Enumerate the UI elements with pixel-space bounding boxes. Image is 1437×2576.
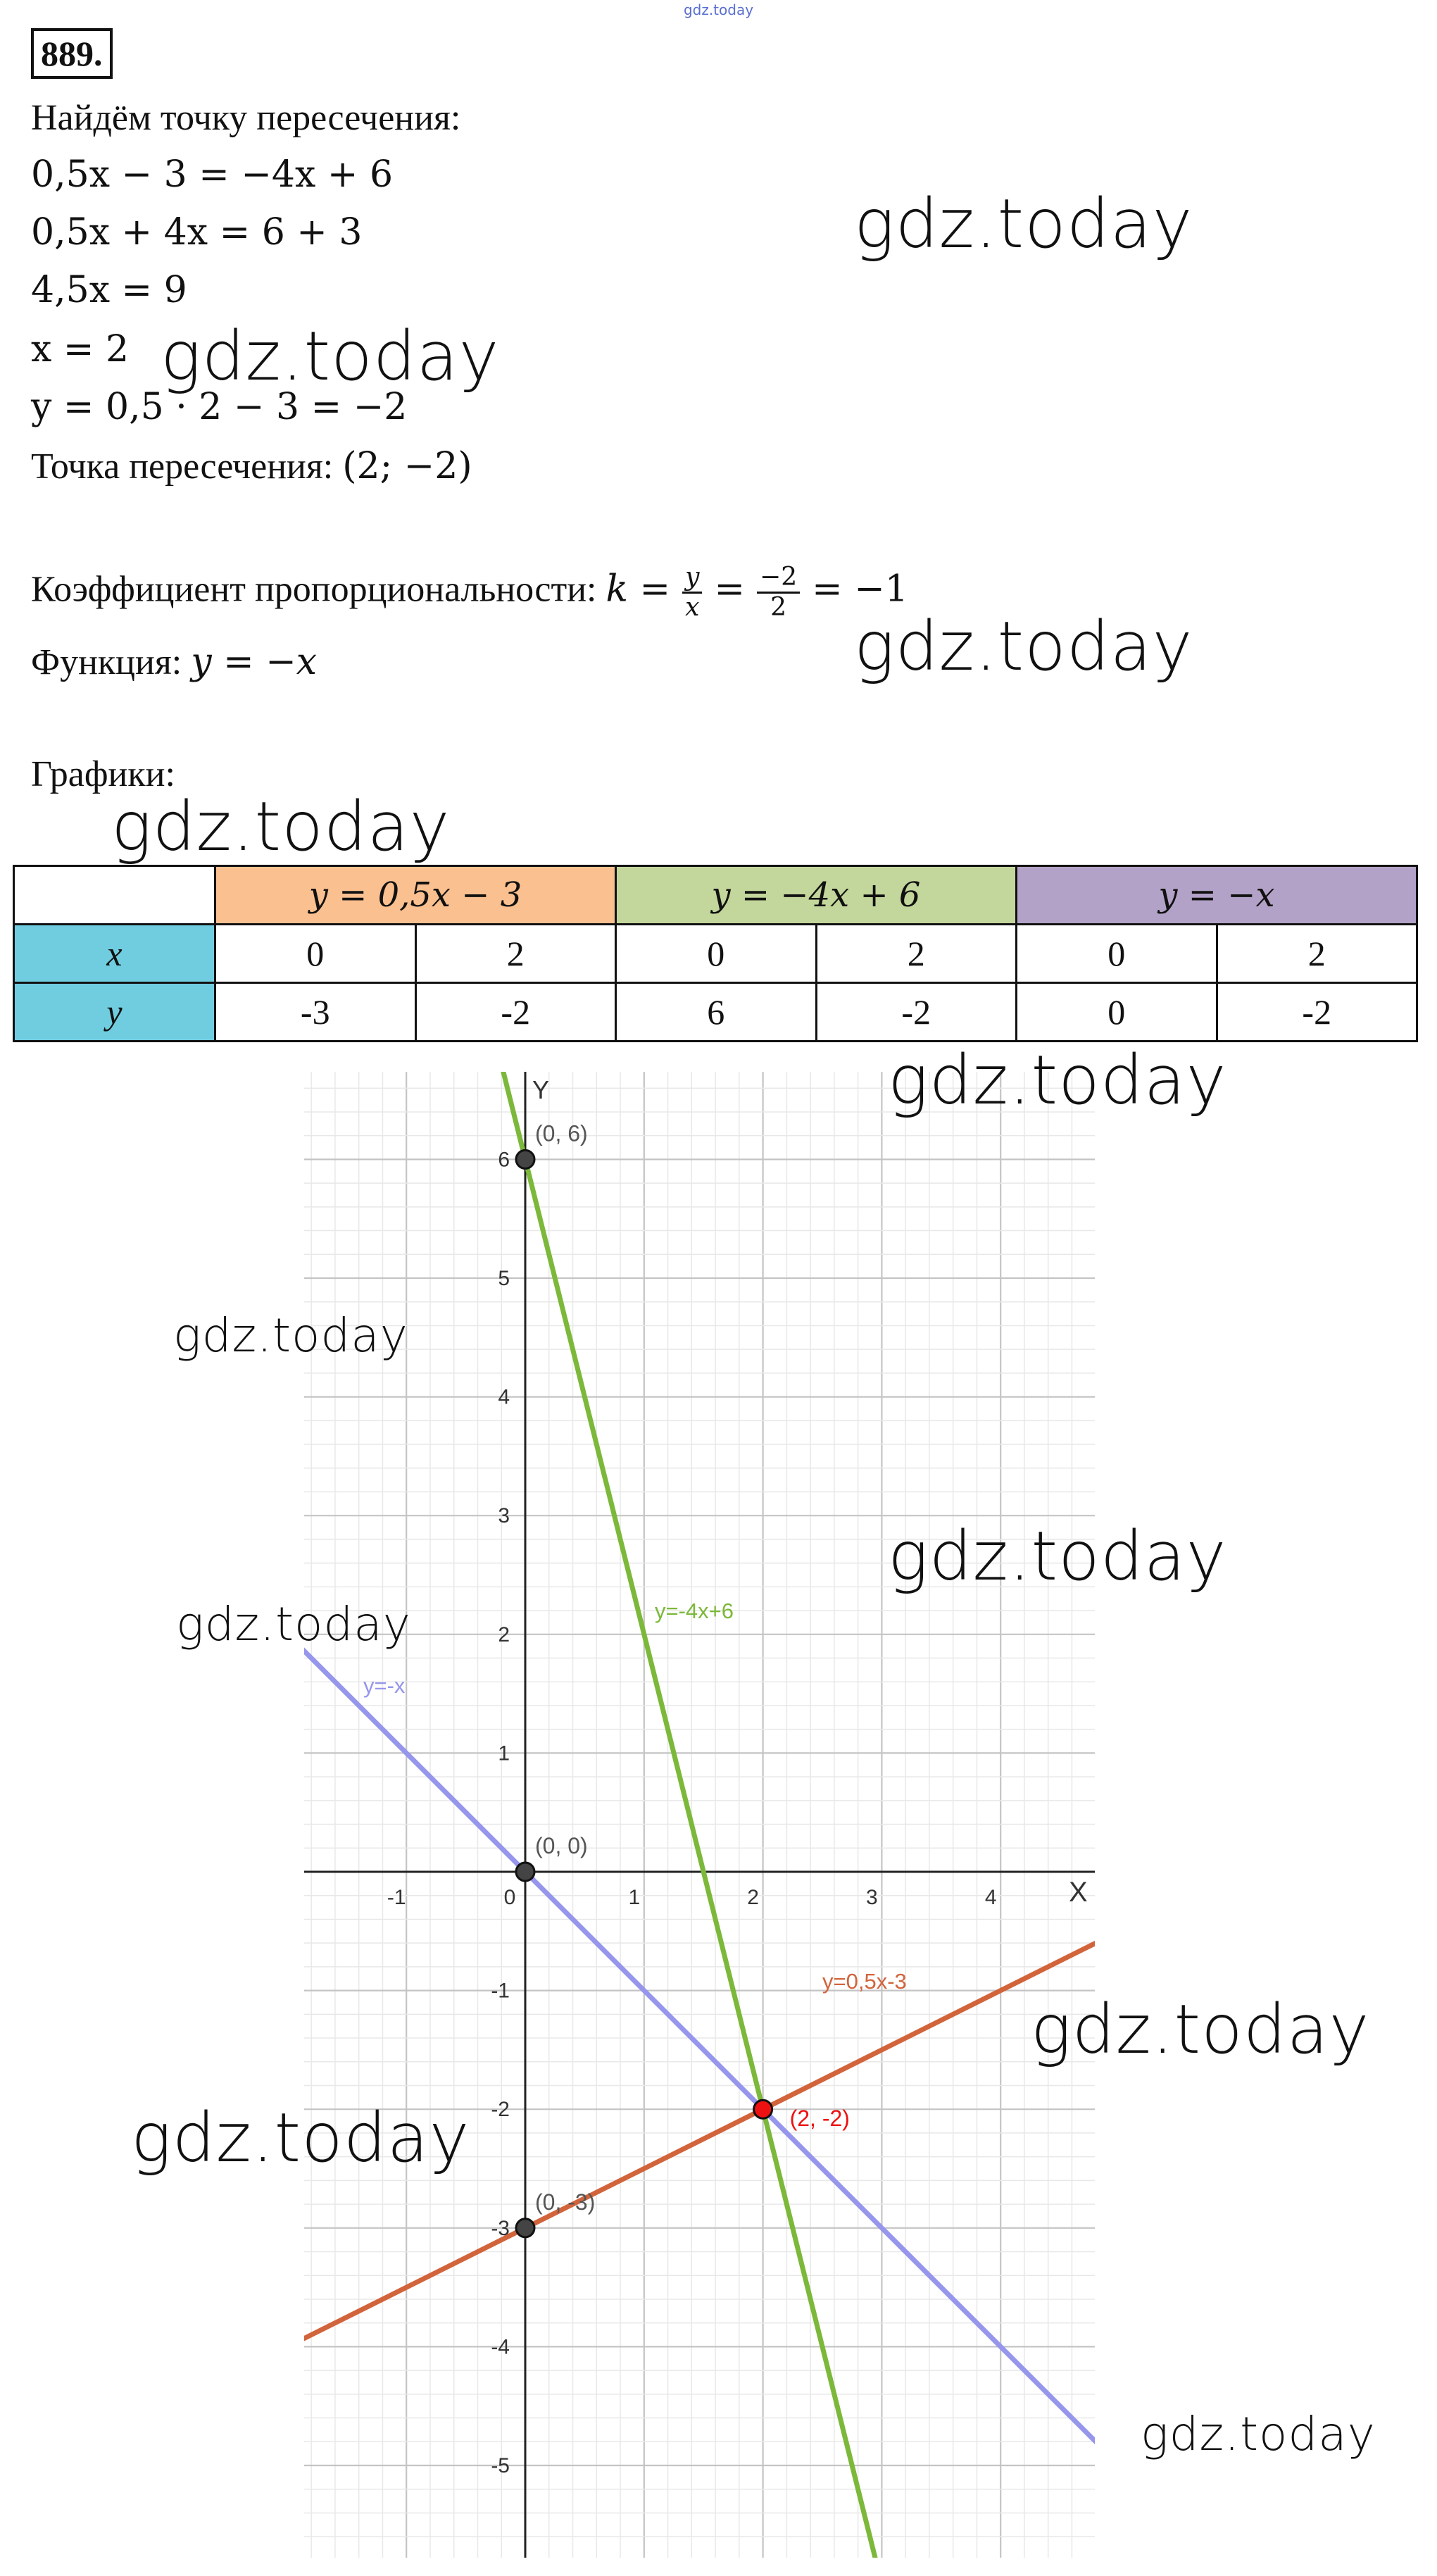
watermark: gdz.today xyxy=(131,2099,470,2177)
y-tick-label: -1 xyxy=(491,1979,510,2003)
graphs-label: Графики: xyxy=(31,754,175,794)
watermark: gdz.today xyxy=(854,607,1193,686)
header-mark: gdz.today xyxy=(683,1,754,18)
x-tick-label: 0 xyxy=(503,1886,516,1909)
watermark: gdz.today xyxy=(176,1597,411,1651)
coefficient-result: = −1 xyxy=(812,568,908,611)
table-cell: 0 xyxy=(616,925,817,983)
y-tick-label: -5 xyxy=(491,2454,510,2477)
watermark: gdz.today xyxy=(854,185,1193,263)
coefficient-k: k = xyxy=(605,568,671,611)
table-cell: -2 xyxy=(1217,983,1417,1042)
fraction-numerator-value: −2 xyxy=(757,563,800,594)
equals-sign: = xyxy=(714,568,746,611)
watermark: gdz.today xyxy=(1141,2407,1376,2461)
y-tick-label: 4 xyxy=(498,1385,510,1409)
y-tick-label: 1 xyxy=(498,1742,510,1765)
table-cell: 2 xyxy=(1217,925,1417,983)
point-marker xyxy=(754,2100,772,2118)
watermark: gdz.today xyxy=(888,1517,1227,1596)
y-tick-label: 3 xyxy=(498,1504,510,1528)
table-cell: 6 xyxy=(616,983,817,1042)
x-axis-label: X xyxy=(1069,1877,1088,1908)
plot-background xyxy=(304,1072,1095,2558)
x-tick-label: 4 xyxy=(984,1886,997,1909)
table-cell: 2 xyxy=(816,925,1017,983)
point-label: (0, -3) xyxy=(535,2189,596,2215)
table-cell: 0 xyxy=(1017,925,1217,983)
fraction-denominator: x xyxy=(685,593,700,622)
x-tick-label: 1 xyxy=(628,1886,641,1909)
coefficient-label: Коэффициент пропорциональности: xyxy=(31,569,597,610)
equation-3: 4,5x = 9 xyxy=(31,269,187,311)
y-tick-label: -3 xyxy=(491,2216,510,2240)
table-cell: -2 xyxy=(816,983,1017,1042)
watermark: gdz.today xyxy=(888,1041,1227,1120)
intersection-value: (2; −2) xyxy=(342,445,472,487)
y-tick-label: -2 xyxy=(491,2098,510,2122)
series-label: y=-4x+6 xyxy=(655,1599,734,1623)
point-label: (0, 6) xyxy=(535,1120,588,1146)
header-line-1: y = 0,5x − 3 xyxy=(215,866,616,925)
table-cell: 0 xyxy=(1017,983,1217,1042)
equation-4: x = 2 xyxy=(31,328,130,370)
table-cell: -3 xyxy=(215,983,416,1042)
function-value: y = −x xyxy=(191,641,318,683)
point-label: (0, 0) xyxy=(535,1833,588,1858)
header-line-2: y = −4x + 6 xyxy=(616,866,1017,925)
y-tick-label: 6 xyxy=(498,1148,510,1172)
point-label: (2, -2) xyxy=(789,2106,850,2132)
x-tick-label: 3 xyxy=(866,1886,878,1909)
intro-text: Найдём точку пересечения: xyxy=(31,98,461,138)
x-tick-label: 2 xyxy=(747,1886,759,1909)
header-line-3: y = −x xyxy=(1017,866,1417,925)
point-marker xyxy=(516,2219,534,2237)
watermark: gdz.today xyxy=(1031,1990,1370,2069)
series-label: y=-x xyxy=(363,1673,406,1698)
equation-1: 0,5x − 3 = −4x + 6 xyxy=(31,154,394,196)
fraction-denominator-value: 2 xyxy=(770,593,787,622)
row-label-y: y xyxy=(14,983,215,1042)
equation-5: y = 0,5 · 2 − 3 = −2 xyxy=(31,386,408,428)
y-axis-label: Y xyxy=(532,1075,550,1104)
watermark: gdz.today xyxy=(161,317,500,396)
y-tick-label: -4 xyxy=(491,2335,510,2359)
table-cell: 2 xyxy=(415,925,616,983)
intersection-label: Точка пересечения: xyxy=(31,446,334,487)
watermark: gdz.today xyxy=(111,787,451,866)
function-label: Функция: xyxy=(31,642,182,682)
watermark: gdz.today xyxy=(173,1308,408,1363)
point-marker xyxy=(516,1863,534,1881)
table-cell: 0 xyxy=(215,925,416,983)
y-tick-label: 2 xyxy=(498,1622,510,1646)
point-marker xyxy=(516,1150,534,1168)
problem-number: 889. xyxy=(31,28,113,79)
fraction-numerator: y xyxy=(682,563,702,594)
table-cell: -2 xyxy=(415,983,616,1042)
x-tick-label: -1 xyxy=(387,1886,406,1909)
equation-2: 0,5x + 4x = 6 + 3 xyxy=(31,211,363,254)
y-tick-label: 5 xyxy=(498,1267,510,1290)
row-label-x: x xyxy=(14,925,215,983)
series-label: y=0,5x-3 xyxy=(822,1969,907,1994)
